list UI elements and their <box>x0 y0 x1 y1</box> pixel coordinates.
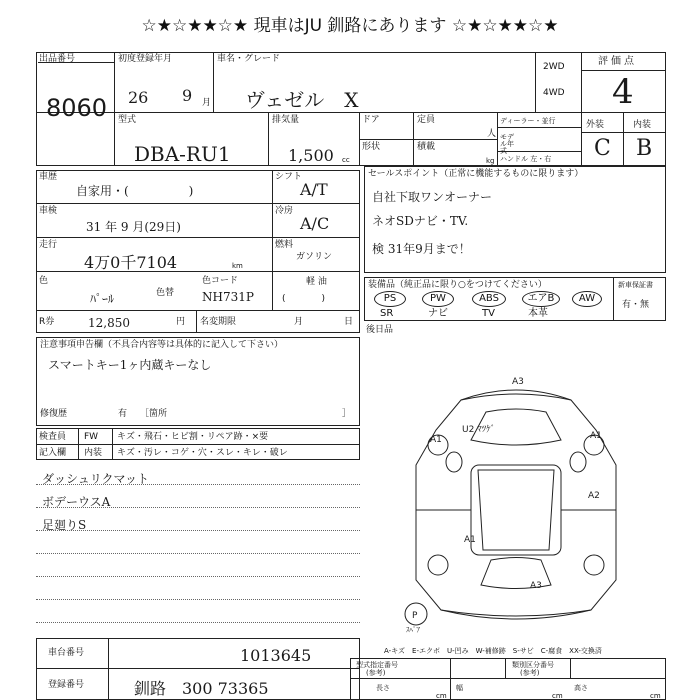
recycle-label: R券 <box>39 317 55 327</box>
mark-a3-rear: A3 <box>530 581 542 591</box>
inspector-label: 検査員 <box>39 432 67 442</box>
page-title: ☆★☆★★☆★ 現車はJU 釧路にあります ☆★☆★★☆★ <box>141 16 559 36</box>
registration-year: 26 <box>128 88 149 107</box>
equipment-label: 装備品（純正品に限り○をつけてください） <box>368 280 547 290</box>
inspection-label: 車検 <box>39 206 58 216</box>
mark-a1-right-front: A1 <box>590 431 602 441</box>
mark-a1-left-door: A1 <box>464 535 476 545</box>
entry-label: 記入欄 <box>39 448 67 458</box>
color-code-value: NH731P <box>202 290 254 304</box>
shape-label: 形状 <box>362 142 381 152</box>
equip-airbag: エアB <box>522 291 560 307</box>
repair-place: ［箇所 <box>140 409 168 419</box>
rating-value: 4 <box>612 72 634 112</box>
comment-1: ダッシュリクマット <box>42 472 150 486</box>
model-year-label: モデル年式 <box>500 133 514 155</box>
load-unit: kg <box>486 157 495 165</box>
color-code-label: 色コード <box>202 276 239 286</box>
mileage-label: 走行 <box>39 240 58 250</box>
equip-leather: 本革 <box>528 308 548 319</box>
equip-sr: SR <box>380 308 394 319</box>
height-label: 高さ <box>574 684 588 692</box>
parking-label: ｽﾍﾟｱ <box>406 626 420 634</box>
chassis-label: 車台番号 <box>48 648 85 658</box>
comment-2: ボデーウスA <box>42 495 111 509</box>
displacement-value: 1,500 <box>288 146 334 165</box>
color-change-label: 色替 <box>156 288 175 298</box>
color-label: 色 <box>39 276 49 286</box>
capacity-label: 定員 <box>417 115 436 125</box>
notes-value: スマートキー1ヶ内蔵キーなし <box>48 358 212 372</box>
entry-naisou: 内装 <box>84 448 103 458</box>
car-name-label: 車名・グレード <box>217 54 281 64</box>
sales-point-line-3: 検 31年9月まで！ <box>372 242 471 256</box>
shift-label: シフト <box>275 172 303 182</box>
lot-number: 8060 <box>46 94 108 122</box>
equip-ps: PS <box>374 291 406 307</box>
capacity-unit: 人 <box>487 129 497 139</box>
height-unit: cm <box>650 692 661 700</box>
name-limit-day: 日 <box>344 317 354 327</box>
name-limit-month: 月 <box>294 317 304 327</box>
rating-label: 評価点 <box>598 56 637 67</box>
fuel-other: ( ) <box>282 294 326 304</box>
ac-value: A/C <box>300 214 330 233</box>
door-label: ドア <box>362 115 380 125</box>
equip-navi: ナビ <box>428 308 448 319</box>
registration-month-unit: 月 <box>202 98 212 108</box>
displacement-label: 排気量 <box>272 115 300 125</box>
exterior-grade: C <box>594 136 611 161</box>
comment-3: 足廻りS <box>42 518 87 532</box>
drive-4wd: 4WD <box>543 88 565 98</box>
recycle-unit: 円 <box>176 317 186 327</box>
mileage-unit: km <box>232 262 243 270</box>
warranty-value: 有・無 <box>622 300 650 310</box>
fuel-diesel: 軽 油 <box>306 277 327 287</box>
handle-label: ハンドル 左・右 <box>500 155 552 163</box>
designation-ref: (参考) <box>366 669 386 677</box>
registration-month: 9 <box>182 86 193 105</box>
shift-value: A/T <box>300 180 328 199</box>
repair-end: ］ <box>342 409 352 419</box>
rear-seat-label: 後日品 <box>366 325 394 335</box>
equip-pw: PW <box>422 291 454 307</box>
plate-label: 登録番号 <box>48 680 85 690</box>
warranty-label: 新車保証書 <box>618 281 653 289</box>
name-limit-label: 名変期限 <box>200 317 237 327</box>
mark-u2: U2 ﾏﾂｹﾞ <box>462 425 496 435</box>
equip-tv: TV <box>482 308 495 319</box>
registration-label: 初度登録年月 <box>118 54 173 64</box>
mark-a2: A2 <box>588 491 600 501</box>
equip-abs: ABS <box>472 291 506 307</box>
drive-2wd: 2WD <box>543 62 565 72</box>
inspection-value: 31 年 9 月(29日) <box>86 220 181 234</box>
lot-label: 出品番号 <box>39 54 76 64</box>
length-unit: cm <box>436 692 447 700</box>
mark-a1-left: A1 <box>430 435 442 445</box>
fuel-label: 燃料 <box>275 240 294 250</box>
recycle-value: 12,850 <box>88 316 130 330</box>
repair-has: 有 <box>118 409 128 419</box>
mark-a3-front: A3 <box>512 377 524 387</box>
history-value: 自家用・( ) <box>76 184 194 198</box>
parking-mark: P <box>412 611 418 621</box>
designation-label: 型式指定番号 <box>356 661 398 669</box>
plate-number: 釧路 300 73365 <box>134 679 269 698</box>
dealer-label: ディーラー・並行 <box>500 117 556 125</box>
exterior-label: 外装 <box>586 120 605 130</box>
fuel-gas: ガソリン <box>296 252 333 262</box>
width-unit: cm <box>552 692 563 700</box>
entry-items: キズ・汚レ・コゲ・穴・スレ・キレ・破レ <box>117 448 288 458</box>
width-label: 幅 <box>456 684 463 692</box>
car-damage-diagram <box>366 370 666 636</box>
notes-label: 注意事項申告欄（不具合内容等は具体的に記入して下さい） <box>40 340 284 350</box>
notes-block <box>36 337 360 426</box>
model-label: 型式 <box>118 115 137 125</box>
length-label: 長さ <box>376 684 390 692</box>
category-label: 類別区分番号 <box>512 661 554 669</box>
sales-point-line-1: 自社下取ワンオーナー <box>372 190 493 204</box>
ac-label: 冷房 <box>275 206 294 216</box>
car-name: ヴェゼル X <box>245 88 359 112</box>
damage-legend: A-キズ E-エクボ U-凹み W-補修跡 S-サビ C-腐食 XX-交換済 <box>384 647 602 655</box>
category-ref: (参考) <box>520 669 540 677</box>
sales-point-label: セールスポイント（正常に機能するものに限ります） <box>368 169 584 179</box>
displacement-unit: cc <box>342 156 350 164</box>
interior-grade: B <box>636 136 653 161</box>
color-value: ﾊﾟｰﾙ <box>90 292 115 306</box>
repair-label: 修復歴 <box>40 409 68 419</box>
sales-point-line-2: ネオSDナビ・TV. <box>372 214 469 228</box>
load-label: 積載 <box>417 142 436 152</box>
mileage-value: 4万0千7104 <box>84 253 178 272</box>
equip-aw: AW <box>572 291 602 307</box>
chassis-number: 1013645 <box>240 646 312 665</box>
model-code: DBA-RU1 <box>134 142 231 166</box>
inspector-fw: FW <box>84 432 99 442</box>
inspector-items: キズ・飛石・ヒビ割・リペア跡・×要 <box>117 432 269 442</box>
history-label: 車歴 <box>39 172 58 182</box>
interior-label: 内装 <box>633 120 652 130</box>
